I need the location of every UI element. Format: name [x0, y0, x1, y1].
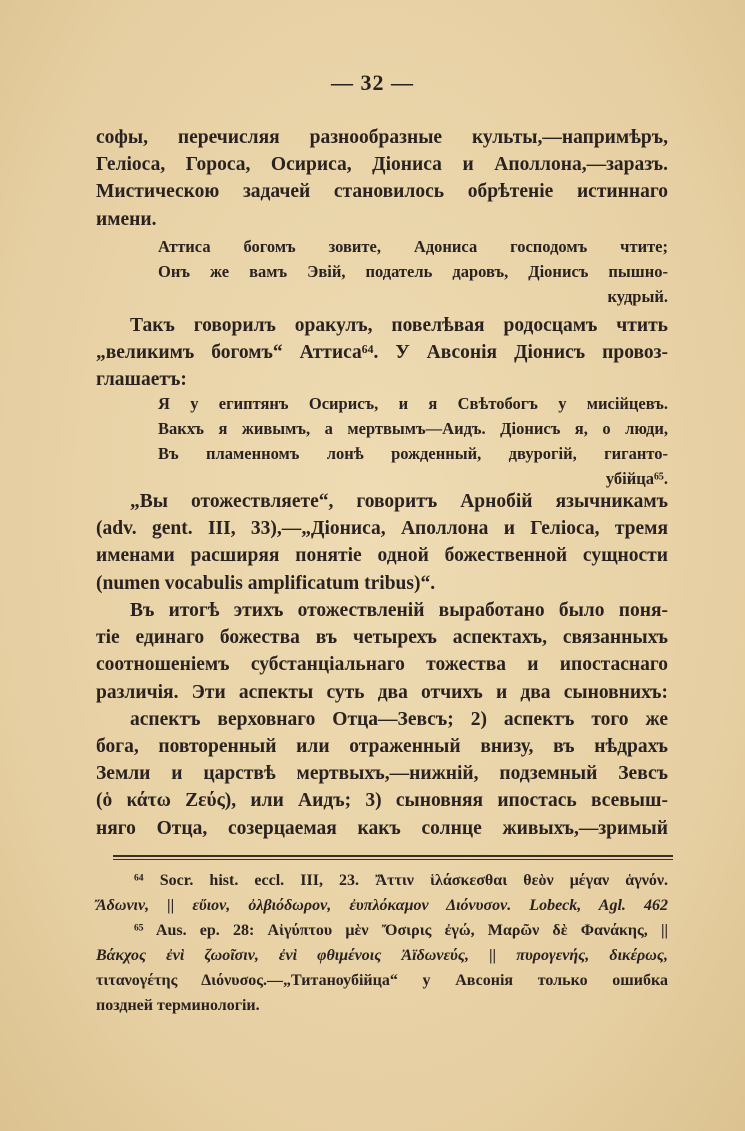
text-line: „Вы отожествляете“, говоритъ Арнобій язычникамъ — [130, 491, 668, 512]
text-line: (ὁ κάτω Ζεύς), или Аидъ; 3) сыновняя ипостась всевыш- — [96, 790, 668, 812]
footnote-line: Ἄδωνιν, || εὔιον, ὀλβιόδωρον, ἐυπλόκαμον Διόνυσον. Lobeck, Agl. 462 — [96, 897, 668, 914]
text-line: тіе единаго божества въ четырехъ аспектахъ, связанныхъ — [96, 627, 668, 649]
verse-quote-1 — [96, 234, 668, 309]
text-line: „великимъ богомъ“ Аттиса⁶⁴. У Авсонія Діонисъ провоз- — [96, 342, 668, 364]
footnote-line: поздней терминологіи. — [96, 997, 260, 1014]
verse-line: убійца⁶⁵. — [605, 469, 668, 488]
page-number: — 32 — — [331, 70, 414, 95]
text-line: соотношеніемъ субстанціальнаго тожества и ипостаснаго — [96, 654, 668, 676]
verse-line: Вакхъ я живымъ, а мертвымъ—Аидъ. Діонисъ я, о люди, — [158, 419, 668, 438]
footnote-line: Βάκχος ἐνὶ ζωοῖσιν, ἐνὶ φθιμένοις Ἀϊδωνεύς, || πυρογενής, δικέρως, — [96, 947, 668, 964]
text-line: софы, перечисляя разнообразные культы,—напримѣръ, — [96, 127, 668, 148]
paragraph-4 — [96, 597, 668, 842]
text-line: глашаетъ: — [96, 369, 187, 391]
footnote-line: ⁶⁵ Aus. ep. 28: Αἰγύπτου μὲν Ὄσιρις ἐγώ, Μαρῶν δὲ Φανάκης, || — [134, 922, 668, 939]
footnote-divider — [113, 855, 673, 857]
text-line: (adv. gent. III, 33),—„Діониса, Аполлона и Геліоса, тремя — [96, 518, 668, 540]
text-line: различія. Эти аспекты суть два отчихъ и два сыновнихъ: — [96, 681, 668, 703]
footnote-line: τιτανογέτης Διόνυσος.—„Титаноубійца“ у Авсонія только ошибка — [96, 972, 668, 989]
text-line: Геліоса, Гороса, Осириса, Діониса и Аполлона,—заразъ. — [96, 154, 668, 176]
text-line: (numen vocabulis amplificatum tribus)“. — [96, 572, 436, 594]
text-line: няго Отца, созерцаемая какъ солнце живыхъ,—зримый — [96, 817, 668, 839]
text-line: бога, повторенный или отраженный внизу, въ нѣдрахъ — [96, 735, 668, 757]
text-line: имени. — [96, 208, 157, 230]
text-line: именами расширяя понятіе одной божественной сущности — [96, 545, 668, 567]
footnotes — [96, 868, 668, 1018]
text-line: Такъ говорилъ оракулъ, повелѣвая родосцамъ чтить — [130, 315, 668, 336]
verse-line: кудрый. — [607, 287, 668, 306]
footnote-line: ⁶⁴ Socr. hist. eccl. III, 23. Ἄττιν ἱλάσκεσθαι θεὸν μέγαν ἁγνόν. — [134, 872, 668, 889]
verse-quote-2 — [96, 391, 668, 491]
footnote-divider-thin — [113, 859, 673, 860]
text-line: Въ итогѣ этихъ отожествленій выработано было поня- — [130, 600, 668, 621]
verse-line: Онъ же вамъ Эвій, податель даровъ, Діонисъ пышно- — [158, 262, 668, 281]
text-line: Земли и царствѣ мертвыхъ,—нижній, подземный Зевсъ — [96, 763, 668, 785]
paragraph-2 — [96, 312, 668, 394]
verse-line: Я у египтянъ Осирисъ, и я Свѣтобогъ у мисійцевъ. — [158, 394, 668, 413]
verse-line: Въ пламенномъ лонѣ рожденный, двурогій, гиганто- — [158, 444, 668, 463]
text-line: аспектъ верховнаго Отца—Зевсъ; 2) аспектъ того же — [130, 708, 668, 730]
paragraph-1 — [96, 124, 668, 233]
paragraph-3 — [96, 488, 668, 597]
verse-line: Аттиса богомъ зовите, Адониса господомъ чтите; — [158, 237, 668, 256]
text-line: Мистическою задачей становилось обрѣтеніе истиннаго — [96, 181, 668, 203]
